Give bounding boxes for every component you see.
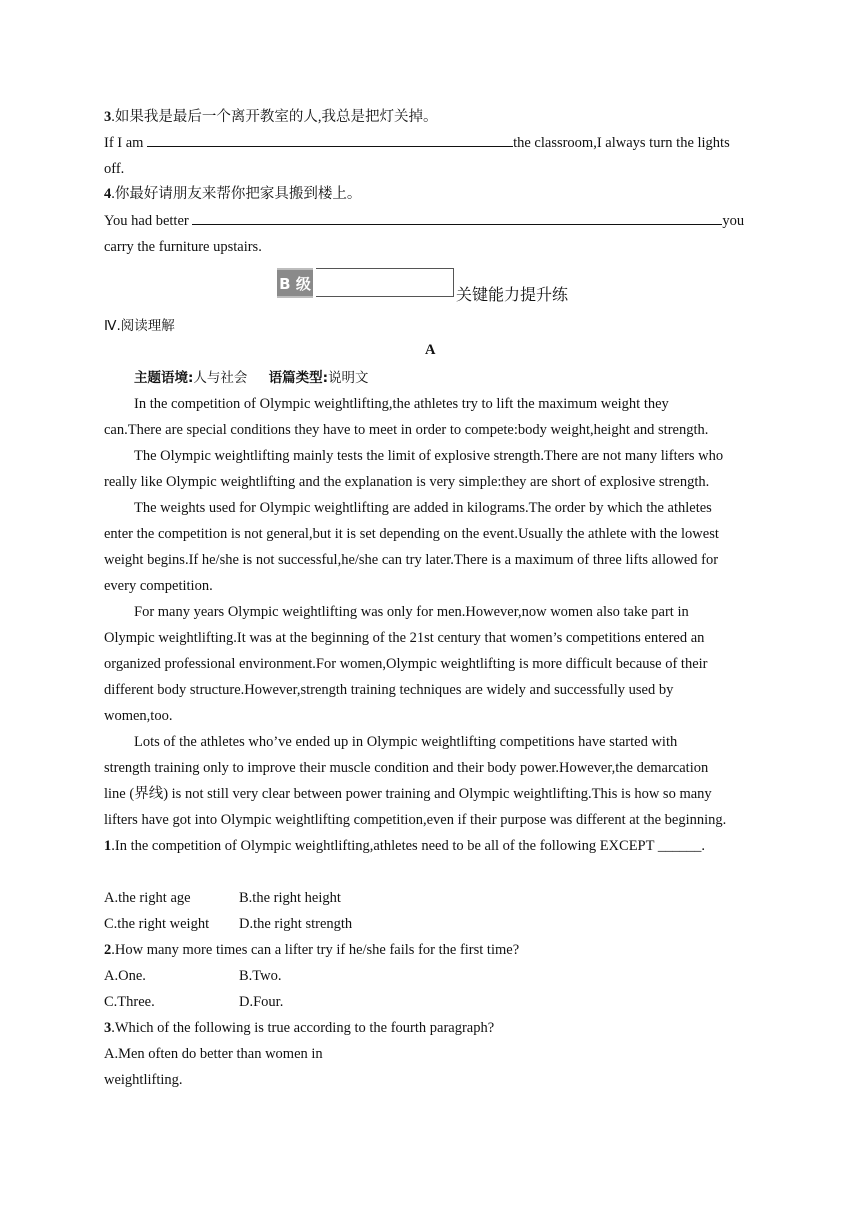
q2-option-c[interactable]: C.Three.: [104, 994, 155, 1010]
type-label: 语篇类型:: [268, 370, 329, 386]
section-heading: Ⅳ.阅读理解: [104, 318, 175, 334]
passage-meta: [134, 368, 369, 388]
passage-line: For many years Olympic weightlifting was only for men.However,now women also take part in: [134, 604, 689, 620]
q1-option-d[interactable]: D.the right strength: [239, 916, 353, 932]
q2-option-d[interactable]: D.Four.: [239, 994, 284, 1010]
passage-line: organized professional environment.For women,Olympic weightlifting is more difficult because of their: [104, 656, 708, 672]
question-2: [104, 940, 519, 960]
translation-q4-line1: [104, 211, 744, 231]
translation-q3-line2: off.: [104, 161, 125, 177]
question-3: [104, 1018, 494, 1038]
sentence-start: If I am: [104, 135, 144, 151]
translation-q3-line1: [104, 133, 730, 153]
q1-option-a[interactable]: A.the right age: [104, 890, 191, 906]
question-1: [104, 836, 705, 856]
passage-line: strength training only to improve their muscle condition and their body power.However,the demarcation: [104, 760, 709, 776]
passage-line: In the competition of Olympic weightlifting,the athletes try to lift the maximum weight they: [134, 396, 669, 412]
translation-q4-line2: carry the furniture upstairs.: [104, 239, 262, 255]
question-number: 3: [104, 1020, 112, 1036]
question-number: 1: [104, 838, 112, 854]
question-number: 2: [104, 942, 112, 958]
q1-option-b[interactable]: B.the right height: [239, 890, 341, 906]
passage-line: can.There are special conditions they have to meet in order to compete:body weight,height and strength.: [104, 422, 709, 438]
answer-blank[interactable]: [192, 212, 722, 225]
prompt-text: .如果我是最后一个离开教室的人,我总是把灯关掉。: [111, 109, 438, 125]
sentence-start: You had better: [104, 213, 189, 229]
passage-line: The weights used for Olympic weightlifting are added in kilograms.The order by which the athletes: [134, 500, 712, 516]
q3-option-a-line1[interactable]: A.Men often do better than women in: [104, 1046, 323, 1062]
passage-line: weight begins.If he/she is not successful,he/she can try later.There is a maximum of three lifts allowed for: [104, 552, 719, 568]
translation-q4-prompt: [104, 184, 361, 204]
q2-option-b[interactable]: B.Two.: [239, 968, 282, 984]
passage-line: line (界线) is not still very clear between power training and Olympic weightlifting.This is how so many: [104, 786, 712, 802]
passage-line: women,too.: [104, 708, 173, 724]
q3-option-a-line2[interactable]: weightlifting.: [104, 1072, 183, 1088]
passage-line: every competition.: [104, 578, 213, 594]
passage-line: Olympic weightlifting.It was at the beginning of the 21st century that women’s competitions entered an: [104, 630, 705, 646]
passage-label: A: [425, 342, 436, 358]
question-text: .Which of the following is true according to the fourth paragraph?: [111, 1020, 495, 1036]
theme-label: 主题语境:: [134, 370, 194, 386]
passage-line: different body structure.However,strength training techniques are widely and successfully used by: [104, 682, 674, 698]
passage-line: lifters have got into Olympic weightlifting competition,even if their purpose was different at the beginning.: [104, 812, 727, 828]
type-value: 说明文: [328, 370, 369, 386]
question-number: 4: [104, 186, 112, 202]
translation-q3-prompt: [104, 107, 438, 127]
level-frame: [316, 268, 454, 297]
passage-line: The Olympic weightlifting mainly tests the limit of explosive strength.There are not many lifters who: [134, 448, 724, 464]
passage-line: really like Olympic weightlifting and the explanation is very simple:they are short of explosive strength.: [104, 474, 710, 490]
sentence-end: you: [722, 213, 745, 229]
question-text: .In the competition of Olympic weightlifting,athletes need to be all of the following EXCEPT ______.: [111, 838, 705, 854]
question-number: 3: [104, 109, 112, 125]
q1-option-c[interactable]: C.the right weight: [104, 916, 210, 932]
level-title: 关键能力提升练: [456, 285, 569, 304]
answer-blank[interactable]: [147, 134, 513, 147]
passage-line: enter the competition is not general,but it is set depending on the event.Usually the athlete with the lowest: [104, 526, 719, 542]
q2-option-a[interactable]: A.One.: [104, 968, 146, 984]
sentence-end: the classroom,I always turn the lights: [513, 135, 730, 151]
question-text: .How many more times can a lifter try if he/she fails for the first time?: [111, 942, 520, 958]
theme-value: 人与社会: [193, 370, 248, 386]
prompt-text: .你最好请朋友来帮你把家具搬到楼上。: [111, 186, 362, 202]
level-badge: B 级: [277, 268, 313, 298]
passage-line: Lots of the athletes who’ve ended up in Olympic weightlifting competitions have started with: [134, 734, 678, 750]
